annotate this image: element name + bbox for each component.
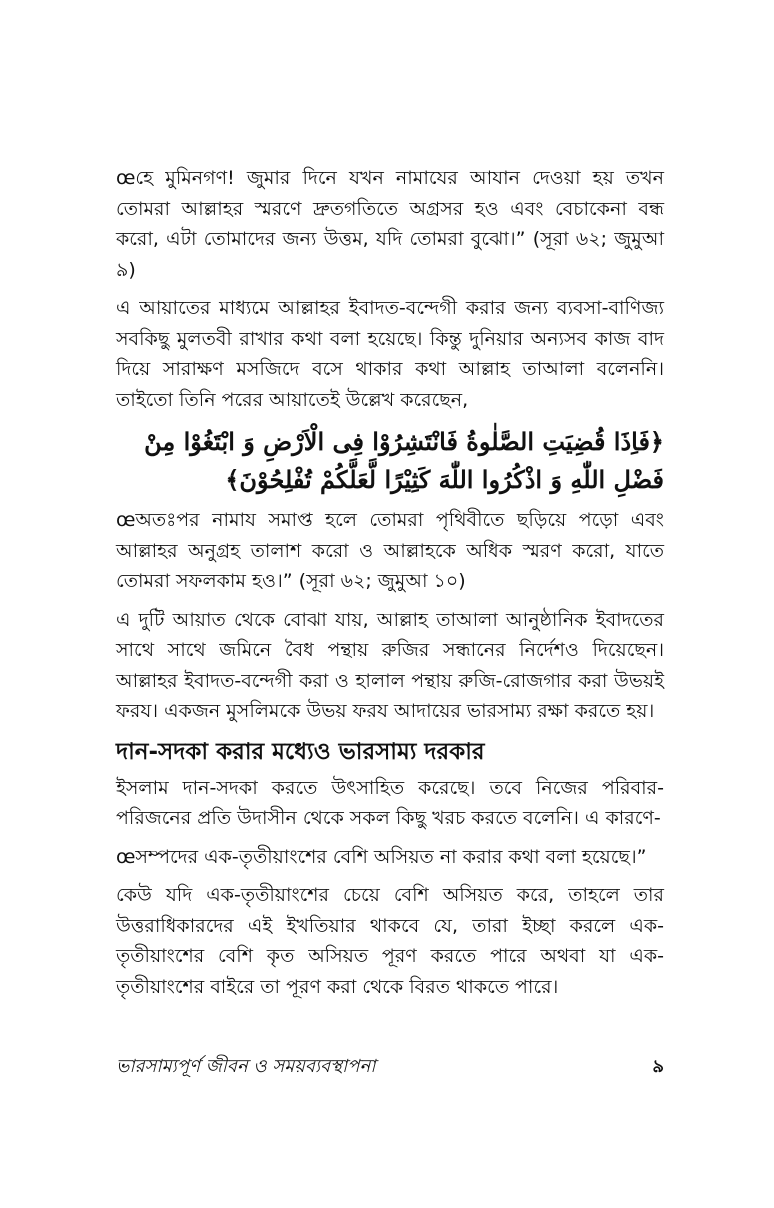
paragraph-work-suspension: এ আয়াতের মাধ্যমে আল্লাহর ইবাদত-বন্দেগী করার জন্য ব্যবসা-বাণিজ্য সবকিছু মুলতবী রাখার কথা বলা হয়েছে। কিন্তু দুনিয়ার অন্যসব কাজ বাদ দিয়ে সারাক্ষণ মসজিদে বসে থাকার কথা আল্লাহ তাআলা বলেননি। তাইতো তিনি পরের আয়াতেই উল্লেখ করেছেন,: [116, 297, 664, 411]
page-footer: [116, 1052, 664, 1083]
book-title: ভারসাম্যপূর্ণ জীবন ও সময়ব্যবস্থাপনা: [116, 1056, 376, 1077]
quote-surah-62-10: œঅতঃপর নামায সমাপ্ত হলে তোমরা পৃথিবীতে ছড়িয়ে পড়ো এবং আল্লাহর অনুগ্রহ তালাশ করো ও আল্লাহকে অধিক স্মরণ করো, যাতে তোমরা সফলকাম হও।” (সূরা ৬২; জুমুআ ১০): [116, 509, 664, 592]
page-body: [116, 163, 664, 1010]
paragraph-inheritance: কেউ যদি এক-তৃতীয়াংশের চেয়ে বেশি অসিয়ত করে, তাহলে তার উত্তরাধিকারদের এই ইখতিয়ার থাকবে যে, তারা ইচ্ছা করলে এক-তৃতীয়াংশের বেশি কৃত অসিয়ত পূরণ করতে পারে অথবা যা এক-তৃতীয়াংশের বাইরে তা পূরণ করা থেকে বিরত থাকতে পারে।: [116, 884, 664, 998]
arabic-verse: ﴿فَاِذَا قُضِيَتِ الصَّلٰوةُ فَانْتَشِرُوْا فِى الْاَرْضِ وَ ابْتَغُوْا مِنْ فَضْلِ اللّٰهِ وَ اذْكُرُوا اللّٰهَ كَثِيْرًا لَّعَلَّكُمْ تُفْلِحُوْنَ﴾: [144, 427, 664, 494]
paragraph-charity: ইসলাম দান-সদকা করতে উৎসাহিত করেছে। তবে নিজের পরিবার-পরিজনের প্রতি উদাসীন থেকে সকল কিছু খরচ করতে বলেনি। এ কারণে-: [116, 776, 664, 829]
quote-surah-62-9: œহে মুমিনগণ! জুমার দিনে যখন নামাযের আযান দেওয়া হয় তখন তোমরা আল্লাহর স্মরণে দ্রুতগতিতে অগ্রসর হও এবং বেচাকেনা বন্ধ করো, এটা তোমাদের জন্য উত্তম, যদি তোমরা বুঝো।” (সূরা ৬২; জুমুআ ৯): [116, 167, 664, 281]
page-number: ৯: [652, 1056, 664, 1077]
quote-bequest: œসম্পদের এক-তৃতীয়াংশের বেশি অসিয়ত না করার কথা বলা হয়েছে।”: [116, 845, 647, 868]
paragraph-two-verses: এ দুটি আয়াত থেকে বোঝা যায়, আল্লাহ তাআলা আনুষ্ঠানিক ইবাদতের সাথে সাথে জমিনে বৈধ পন্থায় রুজির সন্ধানের নির্দেশও দিয়েছেন। আল্লাহর ইবাদত-বন্দেগী করা ও হালাল পন্থায় রুজি-রোজগার করা উভয়ই ফরয। একজন মুসলিমকে উভয় ফরয আদায়ের ভারসাম্য রক্ষা করতে হয়।: [116, 608, 664, 722]
section-heading: দান-সদকা করার মধ্যেও ভারসাম্য দরকার: [116, 738, 485, 765]
